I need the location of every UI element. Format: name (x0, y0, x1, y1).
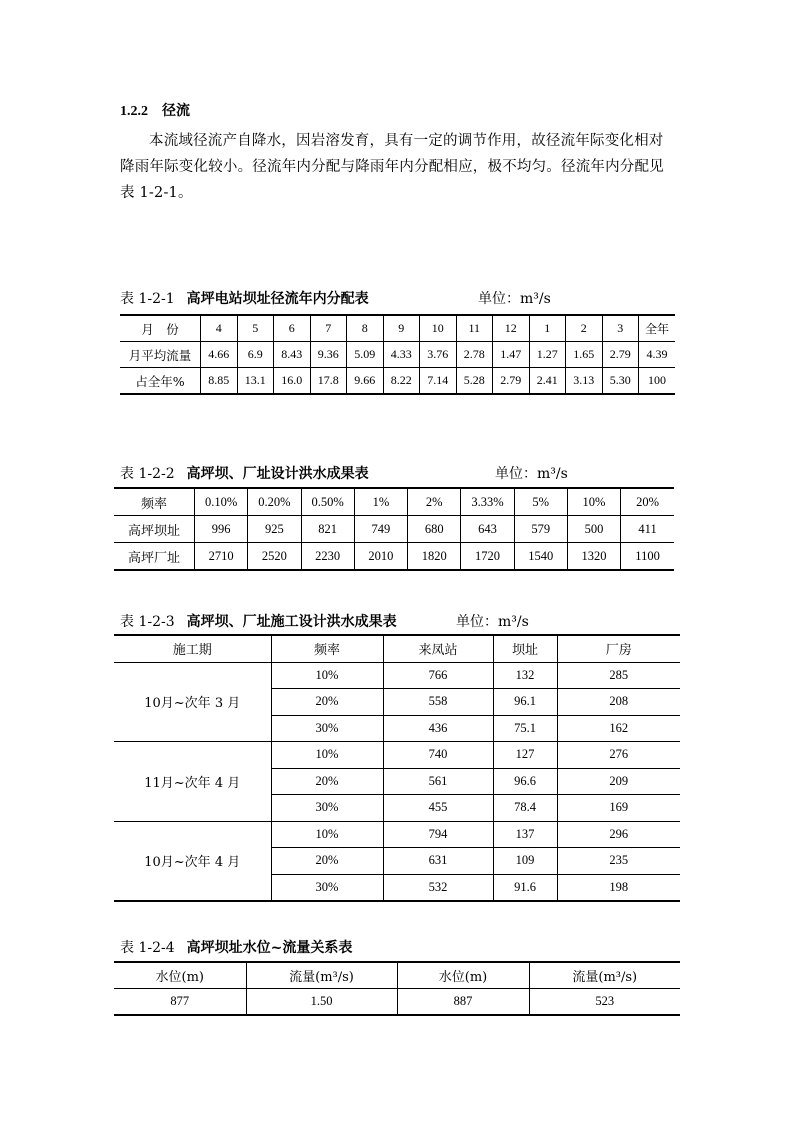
table-cell: 20% (271, 689, 383, 716)
period-cell: 10月~次年 3 月 (114, 662, 271, 742)
table-header-cell: 来凤站 (383, 635, 493, 662)
table-cell: 680 (408, 516, 461, 543)
table-cell: 794 (383, 821, 493, 848)
table-cell: 30% (271, 874, 383, 901)
table-cell: 208 (557, 689, 680, 716)
table-header-cell: 施工期 (172, 643, 212, 659)
table-header-cell: 0.10% (195, 488, 248, 516)
table-cell: 2710 (195, 543, 248, 571)
table-cell: 3.76 (420, 342, 457, 368)
table-header-row (114, 962, 680, 989)
table-header-cell: 频率 (140, 496, 167, 512)
table-row (114, 543, 674, 571)
table3-label: 表 1-2-3 (120, 614, 175, 630)
table-header-cell: 7 (310, 315, 347, 342)
table-cell: 20% (271, 848, 383, 875)
table-header-cell: 2% (408, 488, 461, 516)
table-cell: 8.43 (274, 342, 311, 368)
table3-title: 高坪坝、厂址施工设计洪水成果表 (186, 614, 397, 630)
table-cell: 16.0 (274, 368, 311, 395)
table-cell: 10% (271, 662, 383, 689)
table-cell: 20% (271, 768, 383, 795)
table-header-cell: 流量(m³/s) (529, 962, 680, 989)
table4-label: 表 1-2-4 (120, 940, 175, 956)
table-cell: 8.22 (383, 368, 420, 395)
table4-caption (120, 937, 352, 957)
design-flood-table (114, 487, 674, 571)
table-header-cell: 5% (514, 488, 567, 516)
table-cell: 2230 (301, 543, 354, 571)
table-cell: 9.66 (347, 368, 384, 395)
table-row (120, 342, 675, 368)
table-cell: 月平均流量 (120, 342, 201, 368)
table-header-cell: 0.50% (301, 488, 354, 516)
table-header-cell: 流量(m³/s) (246, 962, 397, 989)
table-cell: 6.9 (237, 342, 274, 368)
table-cell: 169 (557, 795, 680, 822)
period-cell: 10月~次年 4 月 (114, 821, 271, 901)
table1-unit: 单位：m³/s (478, 291, 551, 307)
table-cell: 132 (493, 662, 557, 689)
table-header-cell: 2 (566, 315, 603, 342)
table-header-cell: 5 (237, 315, 274, 342)
table-cell: 643 (461, 516, 514, 543)
table1-label: 表 1-2-1 (120, 291, 175, 307)
table-header-cell: 月 份 (141, 321, 179, 337)
table-cell: 9.36 (310, 342, 347, 368)
table-header-cell: 10 (420, 315, 457, 342)
construction-flood-table (114, 634, 680, 902)
table-row (114, 516, 674, 543)
table-cell: 5.28 (456, 368, 493, 395)
table-cell: 2.79 (493, 368, 530, 395)
table-row (114, 821, 680, 848)
table-cell: 4.33 (383, 342, 420, 368)
table-cell: 91.6 (493, 874, 557, 901)
table-cell: 78.4 (493, 795, 557, 822)
table-cell: 532 (383, 874, 493, 901)
table-cell: 13.1 (237, 368, 274, 395)
stage-discharge-table (114, 961, 680, 1016)
table-header-cell: 11 (456, 315, 493, 342)
table-cell: 75.1 (493, 715, 557, 742)
table3-unit: 单位：m³/s (456, 614, 529, 630)
table-header-cell: 3.33% (461, 488, 514, 516)
table-cell: 10% (271, 821, 383, 848)
table-header-cell: 9 (383, 315, 420, 342)
table-cell: 2.41 (529, 368, 566, 395)
table-cell: 411 (621, 516, 674, 543)
section-title: 径流 (162, 103, 190, 119)
table-cell: 高坪厂址 (114, 543, 195, 571)
table-header-cell: 全年 (639, 315, 676, 342)
runoff-distribution-table (120, 314, 675, 395)
table-cell: 877 (114, 989, 246, 1016)
table-cell: 109 (493, 848, 557, 875)
table-header-row (120, 315, 675, 342)
table-cell: 749 (354, 516, 407, 543)
table-cell: 1540 (514, 543, 567, 571)
table-header-cell: 12 (493, 315, 530, 342)
table-cell: 162 (557, 715, 680, 742)
table-cell: 96.1 (493, 689, 557, 716)
table-header-row (114, 635, 680, 662)
table-cell: 455 (383, 795, 493, 822)
table-cell: 996 (195, 516, 248, 543)
table-header-cell: 坝址 (493, 635, 557, 662)
table-cell: 5.09 (347, 342, 384, 368)
table-cell: 17.8 (310, 368, 347, 395)
table-row (114, 662, 680, 689)
table-cell: 500 (567, 516, 620, 543)
table-cell: 4.66 (201, 342, 238, 368)
table-cell: 1820 (408, 543, 461, 571)
table-cell: 296 (557, 821, 680, 848)
table-cell: 7.14 (420, 368, 457, 395)
table-cell: 821 (301, 516, 354, 543)
table-cell: 925 (248, 516, 301, 543)
table-cell: 285 (557, 662, 680, 689)
table-cell: 137 (493, 821, 557, 848)
table-cell: 740 (383, 742, 493, 769)
table-cell: 1720 (461, 543, 514, 571)
table-cell: 1320 (567, 543, 620, 571)
table-cell: 30% (271, 715, 383, 742)
table-header-cell: 10% (567, 488, 620, 516)
table-header-cell: 1 (529, 315, 566, 342)
table-cell: 占全年% (120, 368, 201, 395)
table3-caption (120, 611, 529, 631)
body-paragraph: 本流域径流产自降水，因岩溶发育，具有一定的调节作用，故径流年际变化相对降雨年际变化较小。径流年内分配与降雨年内分配相应，极不均匀。径流年内分配见表 1-2-1。 (120, 133, 664, 201)
table-cell: 2520 (248, 543, 301, 571)
section-heading (120, 100, 190, 120)
table-header-cell: 1% (354, 488, 407, 516)
table-cell: 10% (271, 742, 383, 769)
table-cell: 198 (557, 874, 680, 901)
table-cell: 100 (639, 368, 676, 395)
table-header-cell: 4 (201, 315, 238, 342)
table-header-cell: 8 (347, 315, 384, 342)
table-cell: 235 (557, 848, 680, 875)
table-header-cell: 厂房 (557, 635, 680, 662)
table2-caption (120, 463, 568, 483)
table-cell: 209 (557, 768, 680, 795)
table-header-cell: 频率 (271, 635, 383, 662)
table-cell: 561 (383, 768, 493, 795)
period-cell: 11月~次年 4 月 (114, 742, 271, 822)
table-cell: 1100 (621, 543, 674, 571)
table-cell: 96.6 (493, 768, 557, 795)
table2-label: 表 1-2-2 (120, 466, 175, 482)
table-header-cell: 20% (621, 488, 674, 516)
table-cell: 887 (397, 989, 529, 1016)
table-cell: 1.27 (529, 342, 566, 368)
table-header-cell: 水位(m) (155, 970, 204, 985)
table-cell: 30% (271, 795, 383, 822)
table-cell: 436 (383, 715, 493, 742)
table-cell: 631 (383, 848, 493, 875)
table-row (114, 742, 680, 769)
table-cell: 276 (557, 742, 680, 769)
table-cell: 1.47 (493, 342, 530, 368)
table-header-cell: 水位(m) (397, 962, 529, 989)
table-cell: 2.78 (456, 342, 493, 368)
table4-title: 高坪坝址水位~流量关系表 (186, 940, 353, 956)
table-cell: 1.65 (566, 342, 603, 368)
table-cell: 127 (493, 742, 557, 769)
table1-title: 高坪电站坝址径流年内分配表 (186, 291, 369, 307)
table-cell: 1.50 (246, 989, 397, 1016)
section-number: 1.2.2 (120, 104, 148, 119)
table1-caption (120, 288, 551, 308)
table-cell: 8.85 (201, 368, 238, 395)
table2-unit: 单位：m³/s (495, 466, 568, 482)
table-header-cell: 6 (274, 315, 311, 342)
table2-title: 高坪坝、厂址设计洪水成果表 (186, 466, 369, 482)
table-cell: 5.30 (602, 368, 639, 395)
table-row (120, 368, 675, 395)
table-cell: 2010 (354, 543, 407, 571)
table-cell: 558 (383, 689, 493, 716)
table-cell: 3.13 (566, 368, 603, 395)
table-header-cell: 0.20% (248, 488, 301, 516)
table-header-cell: 3 (602, 315, 639, 342)
table-cell: 523 (529, 989, 680, 1016)
table-cell: 2.79 (602, 342, 639, 368)
table-cell: 579 (514, 516, 567, 543)
table-cell: 高坪坝址 (114, 516, 195, 543)
table-cell: 766 (383, 662, 493, 689)
table-row (114, 989, 680, 1016)
table-cell: 4.39 (639, 342, 676, 368)
table-header-row (114, 488, 674, 516)
